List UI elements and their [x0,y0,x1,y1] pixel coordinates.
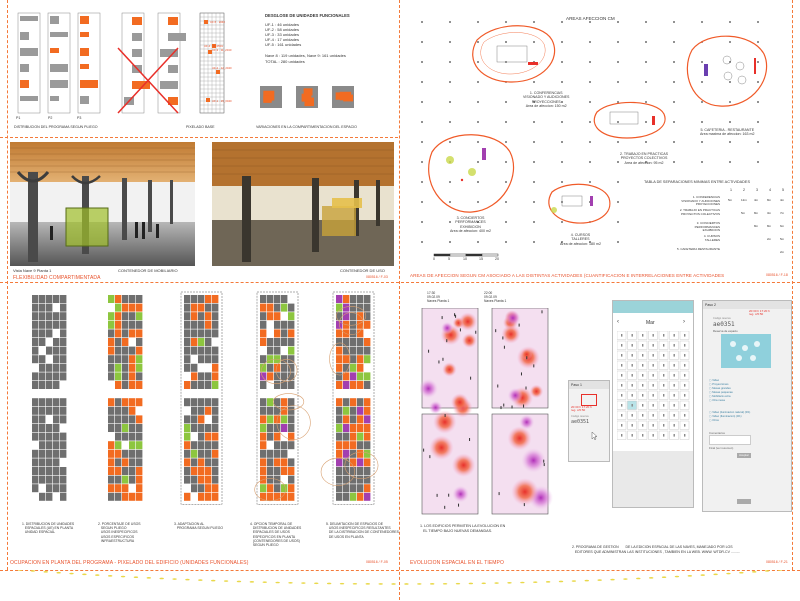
variation-square [260,86,282,108]
divider [7,0,8,570]
pixelado-strip [321,292,378,504]
pixelado-caption: 4. OPCION TEMPORAL DE DISTRIBUCION DE UNIDADES ESPACIALES DE USOS ESPECIFICOS EN PLANTA (CONTENEDORES DE USOS) SEGUN PLIEGO [250,522,302,548]
heatmap [420,308,478,514]
table-cell: 5m [780,237,785,241]
calendar-footer [613,451,693,507]
table-row-label: 2. TRABAJO EN PRACTICAS PROYECTOS COLECTIVOS [679,208,720,216]
heatmap-time-1: 17:30 09.02.09 Naves Planta 1 [427,291,450,304]
sheet-code-f21: 080516 / F-21 [766,560,788,564]
divider [792,0,793,570]
code-value-2: ae0351 [713,321,735,328]
reserva-title: Reserva de espacio [713,329,738,333]
table-head-cell: 5 [782,188,784,192]
sheet-code-f03: 080516 / F-03 [366,275,388,279]
table-cell: 2m [767,237,772,241]
sheet-code-f05: 080516 / F-05 [366,560,388,564]
cursor-icon [591,427,597,435]
table-cell: 4m [780,198,785,202]
table-cell: 8m [754,224,759,228]
photo-contenedor-mobiliario [10,142,195,266]
calendar-grid[interactable] [617,331,691,441]
option-item[interactable]: ▢ Mobiliario extra [709,395,731,398]
pixelado-strip [108,295,142,501]
needs-list [709,411,750,423]
heatmap-time-2: 22:00 09.02.09 Naves Planta 1 [484,291,507,304]
area-label-3: 3. CONCIERTOS PERFORMANCES EXHIBICION Area de afeccion: 400 m2 [450,216,491,234]
pixelado-strip [32,295,66,501]
option-item[interactable]: ▢ Video [709,379,720,382]
area-label-1: 1. CONFERENCIAS VISIONADO Y AUDICIONES PROYECCIONES Area de afeccion: 150 m2 [523,91,570,109]
time-tag: 20:30 h 17:20 h reg. c/6:50 [571,405,592,413]
caption-distribucion: DISTRIBUCION DEL PROGRAMA SEGUN PLIEGO [14,125,98,129]
uf-tag: UF-3 · 11_2040 [212,48,232,52]
table-cell: 12m [741,198,747,202]
option-item[interactable]: ▢ Proyecciones [709,383,729,386]
table-cell: 8m [767,224,772,228]
area-label-5: 5. CAFETERIA - RESTAURANTE Area maxima de afeccion: 163 m2 [700,128,755,137]
plan-strip [78,13,100,113]
plan-label-p3: P3 [77,116,82,120]
crossed-plan [158,13,186,113]
option-item[interactable]: ▢ Otra mesa [709,399,725,402]
nave-summary: Nave 8 : 119 unidades, Nave 9: 161 unidades [265,53,346,58]
heatmap [492,308,553,514]
table-cell: 8m [767,198,772,202]
variation-square [296,86,318,108]
divider [0,137,398,138]
label-contenedor-uso: CONTENEDOR DE USO [340,268,385,273]
need-item[interactable]: ▢ Video (Iluminacion) (0/1) [709,415,742,418]
photo-caption-vista: Vista Nave 9 Planta 1 [13,268,52,273]
caption-gestion: 2. PROGRAMA DE GESTION DE LA EDICION ESPACIAL DE LAS NAVES, MANEJADO POR LOS EDITORES QUE ADMINISTRAN LAS INSTITUCIONES , TAMBIEN EN LA WEB. WWW. WTDR-CV ......... [572,545,740,554]
footer-ocupacion: OCUPACION EN PLANTA DEL PROGRAMA - PIXELADO DEL EDIFICIO (UNIDADES FUNCIONALES) [10,560,249,566]
uf-tag: UF-4 · 15-0501 [204,44,223,48]
pixelado-caption: 1. DISTRIBUCION DE UNIDADES ESPACIALES (UE) EN PLANTA UNIDAD ESPACIAL [22,522,75,535]
caption-evolucion: 1. LOS EDIFICIOS PERMITEN LA EVOLUCION EN EL TIEMPO BAJO NUEVAS DEMANDAS. [420,524,506,533]
need-item[interactable]: ▢ Video (iluminacion natural) (0/1) [709,411,751,414]
calendar-panel [612,300,694,508]
variation-square [332,86,354,108]
table-cell: 3m [767,211,772,215]
code-label-2: Codigo reserva [713,317,731,320]
table-cell: 7m [780,211,785,215]
next-month-icon[interactable]: › [683,319,685,325]
options-list [709,379,733,403]
option-item[interactable]: ▢ Mesas pequenas [709,391,733,394]
scale-tick: 20 [495,257,499,261]
table-head-cell: 4 [769,188,771,192]
plan-label-p2: P2 [48,116,53,120]
pixelado-caption: 5. DELIMITACION DE ESPACIOS DE USOS INESPECIFICOS RESULTANTES DE LA DISTRIBUCION DE CONTENEDORES DE USOS EN PLANTA [326,522,399,539]
time-tag-2: 20:30 h 17:20 h reg. c/6:50 [749,309,770,317]
code-label: Codigo reserva [571,415,589,418]
panel-pixelado-diagrams [10,8,395,136]
pixelado-caption: 3. ADAPTACION AL PROGRAMA SEGUN PLIEGO [174,522,223,531]
space-preview [721,334,771,368]
need-item[interactable]: ▢ Otros [709,419,719,422]
divider [399,0,400,600]
month-label: Mar [646,320,655,326]
area-label-2: 2. TRABAJO EN PRACTICAS PROYECTOS COLECTIVOS Area de afeccion: 95 m2 [620,152,669,165]
photo-contenedor-uso [212,142,394,266]
uf-item: UF-2 : 58 unidades [265,27,300,32]
footer-evolucion: EVOLUCION ESPACIAL EN EL TIEMPO [410,560,504,566]
accept-button[interactable]: Aceptar [737,453,751,458]
uf-tag: UF-1 · 15_0040 [212,99,232,103]
decorative-arc [0,570,800,601]
table-head-cell: 1 [730,188,732,192]
pixelado-strip [255,292,311,504]
bottom-button[interactable] [737,499,751,504]
table-cell: 5m [728,198,733,202]
scale-tick: 10 [463,257,467,261]
table-row-label: 1. CONFERENCIAS VISIONADO Y AUDICIONES PROYECCIONES [681,195,720,207]
paso1-card [568,380,610,462]
plan-strip [18,13,40,113]
plan-label-p1: P1 [16,116,21,120]
code-value: ae0351 [571,419,590,425]
area-label-4: 4. CURSOS TALLERES Area de afeccion: 180 m2 [560,233,601,246]
caption-variaciones: VARIACIONES EN LA COMPARTIMENTACION DEL ESPACIO [256,125,357,129]
areas-title: AREAS AFECCION CM [566,16,615,21]
uf-item: UF-3 : 33 unidades [265,32,300,37]
pixelado-strip [181,292,222,504]
table-row-label: 5. CAFETERIA RESTAURANTE [677,247,720,251]
table-row-label: 3. CONCIERTOS PERFORMANCES EXHIBICION [694,221,720,233]
scale-tick: 0 [433,257,435,261]
plan-strip [48,13,70,113]
scale-labels [433,257,503,263]
separation-table-title: TABLA DE SEPARACIONES MINIMAS ENTRE ACTIVIDADES [644,180,750,184]
sheet-code-f18: 080516 / F-18 [766,273,788,277]
final-label: Final (ver resumen) [709,446,734,450]
table-cell: 8m [754,211,759,215]
paso2-card [702,300,792,512]
table-cell: 5m [741,211,746,215]
scale-tick: 15 [479,257,483,261]
footer-areas: AREAS DE AFECCION SEGUN CM ASOCIADO A LAS DISTINTAS ACTIVIDADES (CUANTIFICACION E INTERRELACIONES ENTRE ACTIVIDADES [410,273,725,278]
uf-tag: UF-5 · 2040 [210,20,225,24]
footer-flexibilidad: FLEXIBILIDAD COMPARTIMENTADA [13,275,101,281]
uf-total: TOTAL : 280 unidades [265,59,305,64]
uf-heading: DESGLOSE DE UNIDADES FUNCIONALES [265,13,350,18]
table-head-cell: 2 [743,188,745,192]
table-head-cell: 3 [756,188,758,192]
paso1-header: Paso 1 [569,381,609,389]
table-cell: 4m [754,198,759,202]
comment-label: Comentarios [709,431,725,435]
uf-list [265,22,301,47]
label-contenedor-mobiliario: CONTENEDOR DE MOBILIARIO [118,268,178,273]
uf-item: UF-1 : 46 unidades [265,22,300,27]
paso2-header: Paso 2 [703,301,791,309]
pixelado-strips [10,290,395,520]
uf-tag: UF-2 · 12_2040 [212,66,232,70]
table-cell: 2m [780,250,785,254]
scale-tick: 5 [448,257,450,261]
prev-month-icon[interactable]: ‹ [617,319,619,325]
caption-pixelado: PIXELADO BASE [186,125,215,129]
comment-field[interactable] [709,435,751,445]
table-row-label: 4. CURSOS TALLERES [703,234,720,242]
calendar-top [613,301,693,313]
uf-item: UF-5 : 161 unidades [265,42,302,47]
crossed-plan [122,13,150,113]
uf-item: UF-4 : 17 unidades [265,37,300,42]
heatmaps [420,308,560,518]
option-item[interactable]: ▢ Mesas grandes [709,387,731,390]
divider [0,282,800,283]
pixelado-caption: 2. PORCENTAJE DE USOS SEGUN PLIEGO USOS INESPECIFICOS USOS ESPECIFICOS INFRAESTRUCTURA [98,522,141,543]
table-cell: 6m [780,224,785,228]
